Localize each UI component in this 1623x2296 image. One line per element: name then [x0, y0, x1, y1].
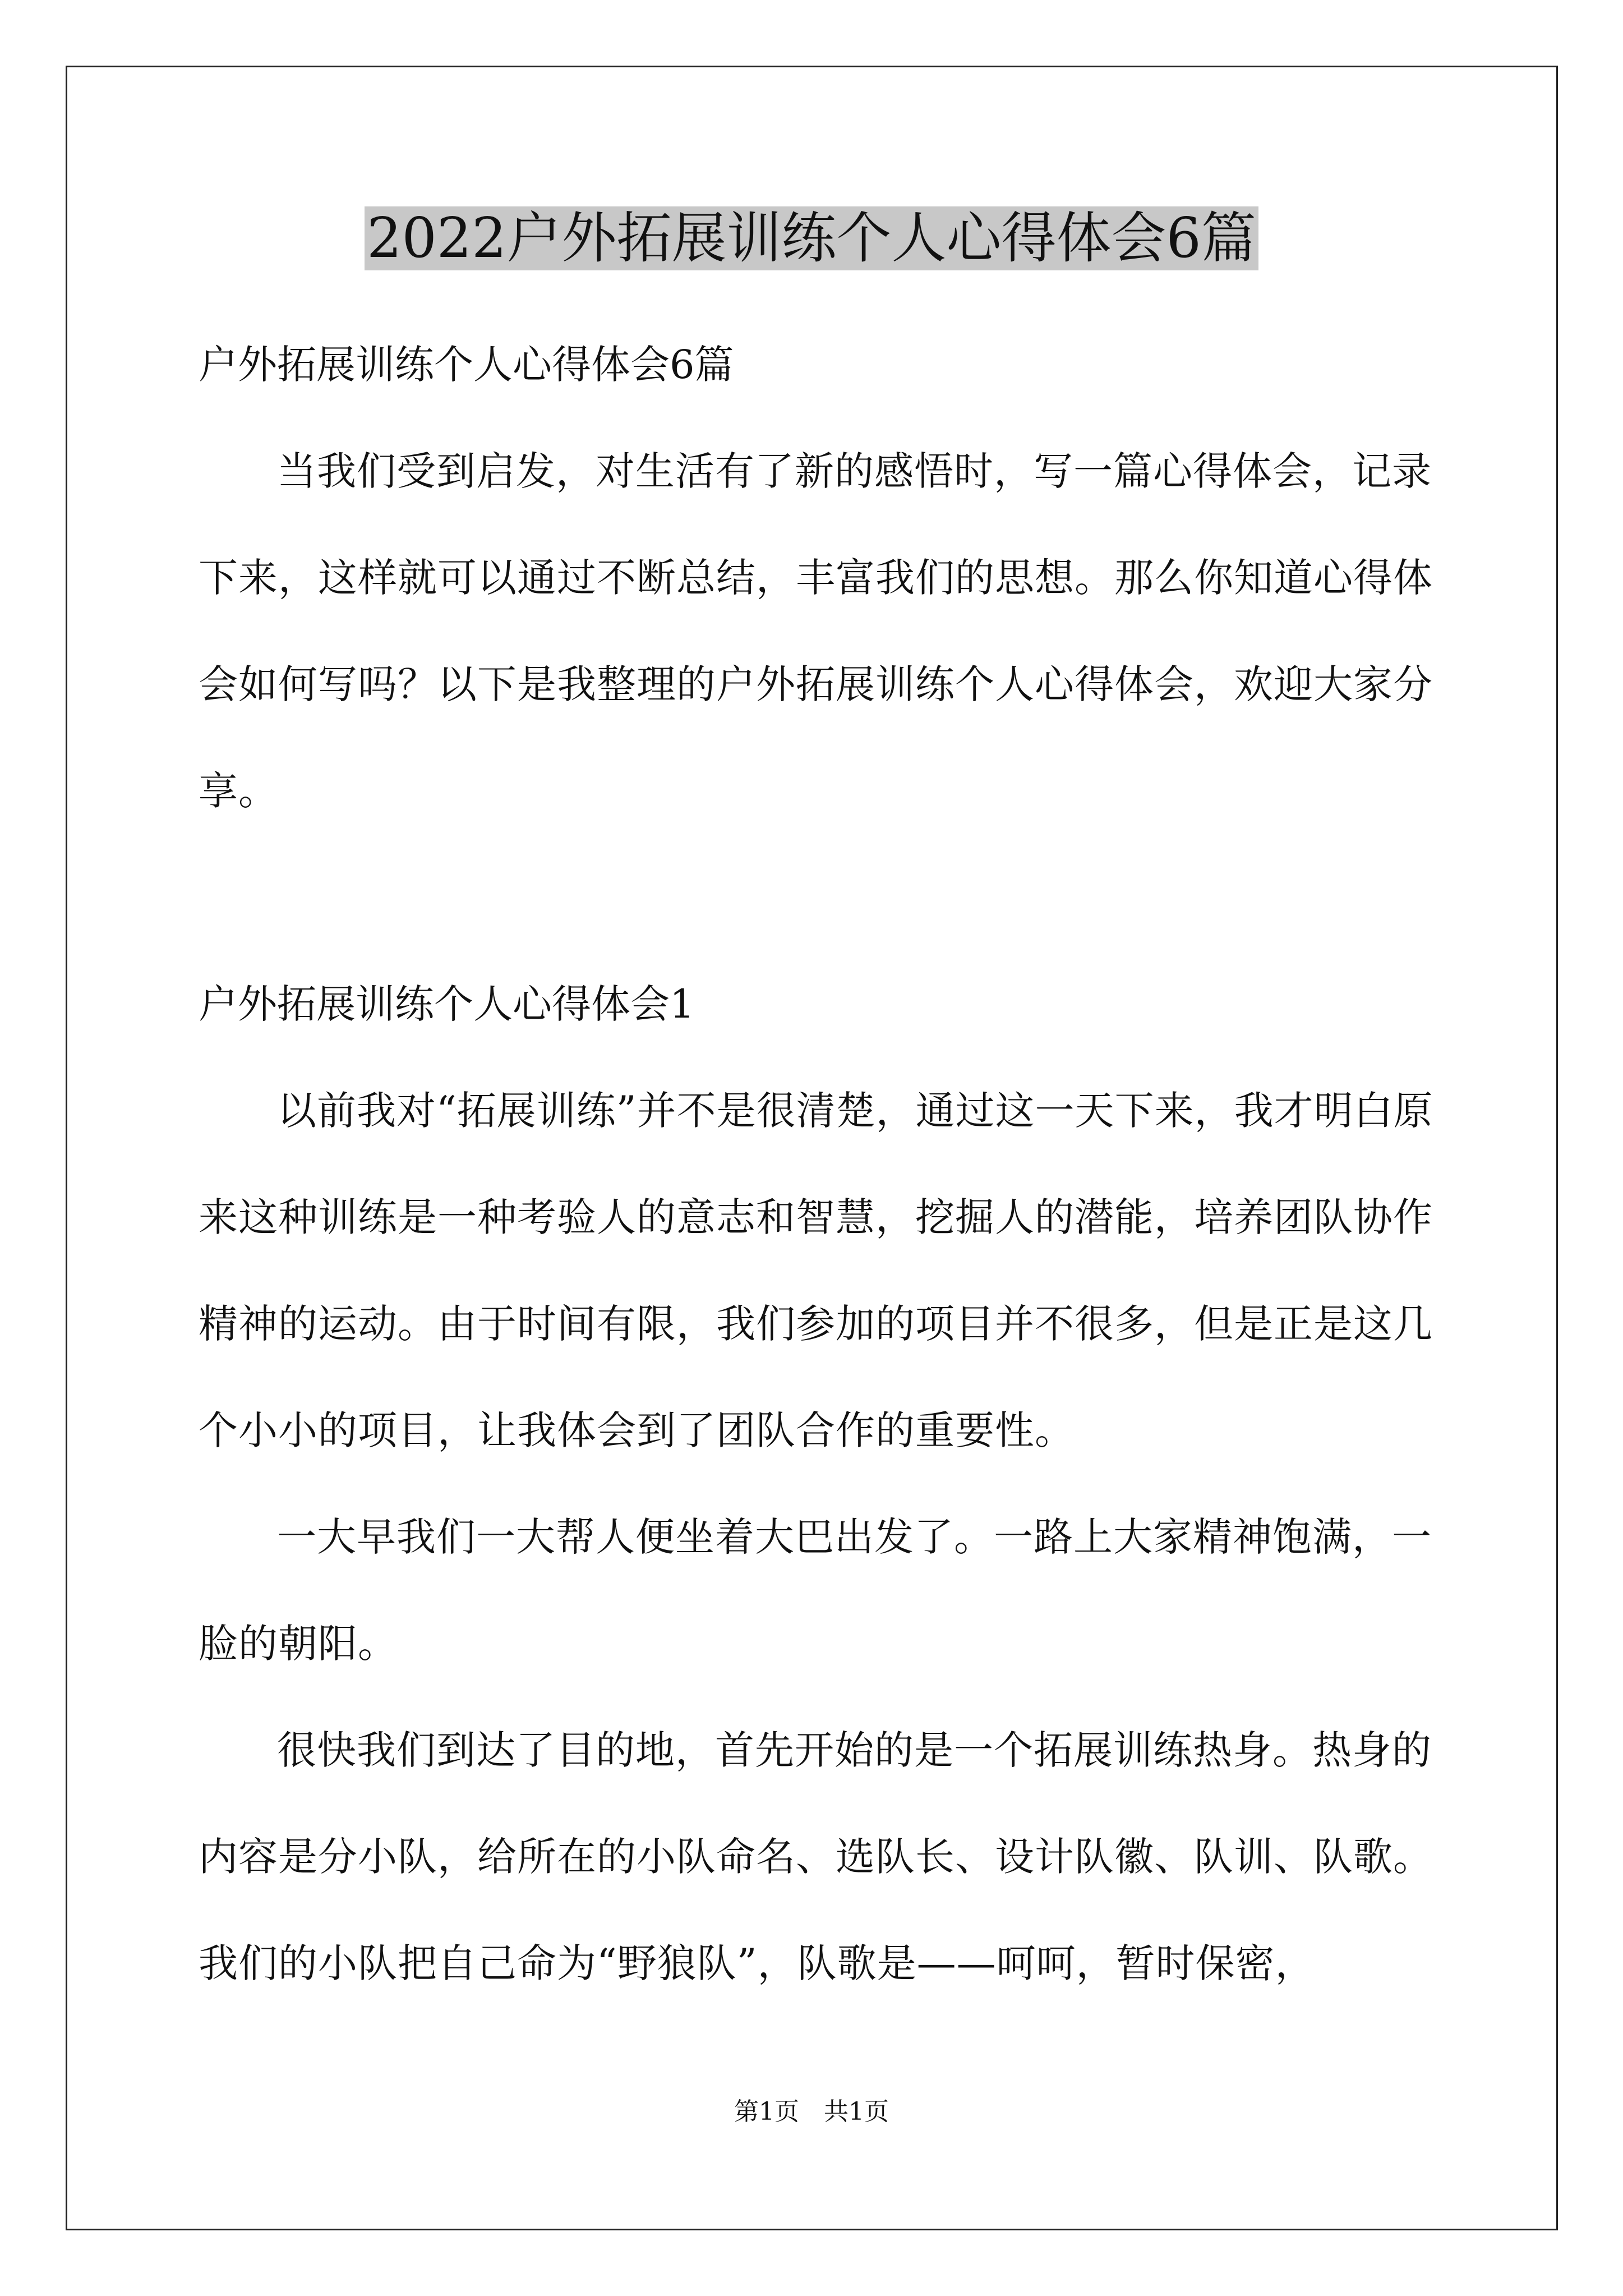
intro-paragraph: 当我们受到启发，对生活有了新的感悟时，写一篇心得体会，记录下来，这样就可以通过不断总结，丰富我们的思想。那么你知道心得体会如何写吗？以下是我整理的户外拓展训练个人心得体会，欢迎大家分享。 [199, 448, 1433, 814]
body-paragraph: 一大早我们一大帮人便坐着大巴出发了。一路上大家精神饱满，一脸的朝阳。 [199, 1514, 1432, 1667]
page-footer [0, 2095, 1623, 2129]
body-paragraph: 以前我对“拓展训练”并不是很清楚，通过这一天下来，我才明白原来这种训练是一种考验人的意志和智慧，挖掘人的潜能，培养团队协作精神的运动。由于时间有限，我们参加的项目并不很多，但是正是这几个小小的项目，让我体会到了团队合作的重要性。 [199, 1088, 1433, 1453]
paragraph-spacer [199, 844, 1436, 951]
subtitle: 户外拓展训练个人心得体会6篇 [199, 342, 734, 388]
page-number: 第1页 共1页 [734, 2097, 889, 2126]
document-title-text: 2022户外拓展训练个人心得体会6篇 [365, 206, 1258, 270]
document-body [199, 311, 1436, 2017]
document-title [0, 199, 1623, 278]
section-heading-1: 户外拓展训练个人心得体会1 [199, 981, 695, 1027]
body-paragraph: 很快我们到达了目的地，首先开始的是一个拓展训练热身。热身的内容是分小队，给所在的小队命名、选队长、设计队徽、队训、队歌。我们的小队把自己命为“野狼队”，队歌是——呵呵，暂时保密， [199, 1727, 1433, 1986]
